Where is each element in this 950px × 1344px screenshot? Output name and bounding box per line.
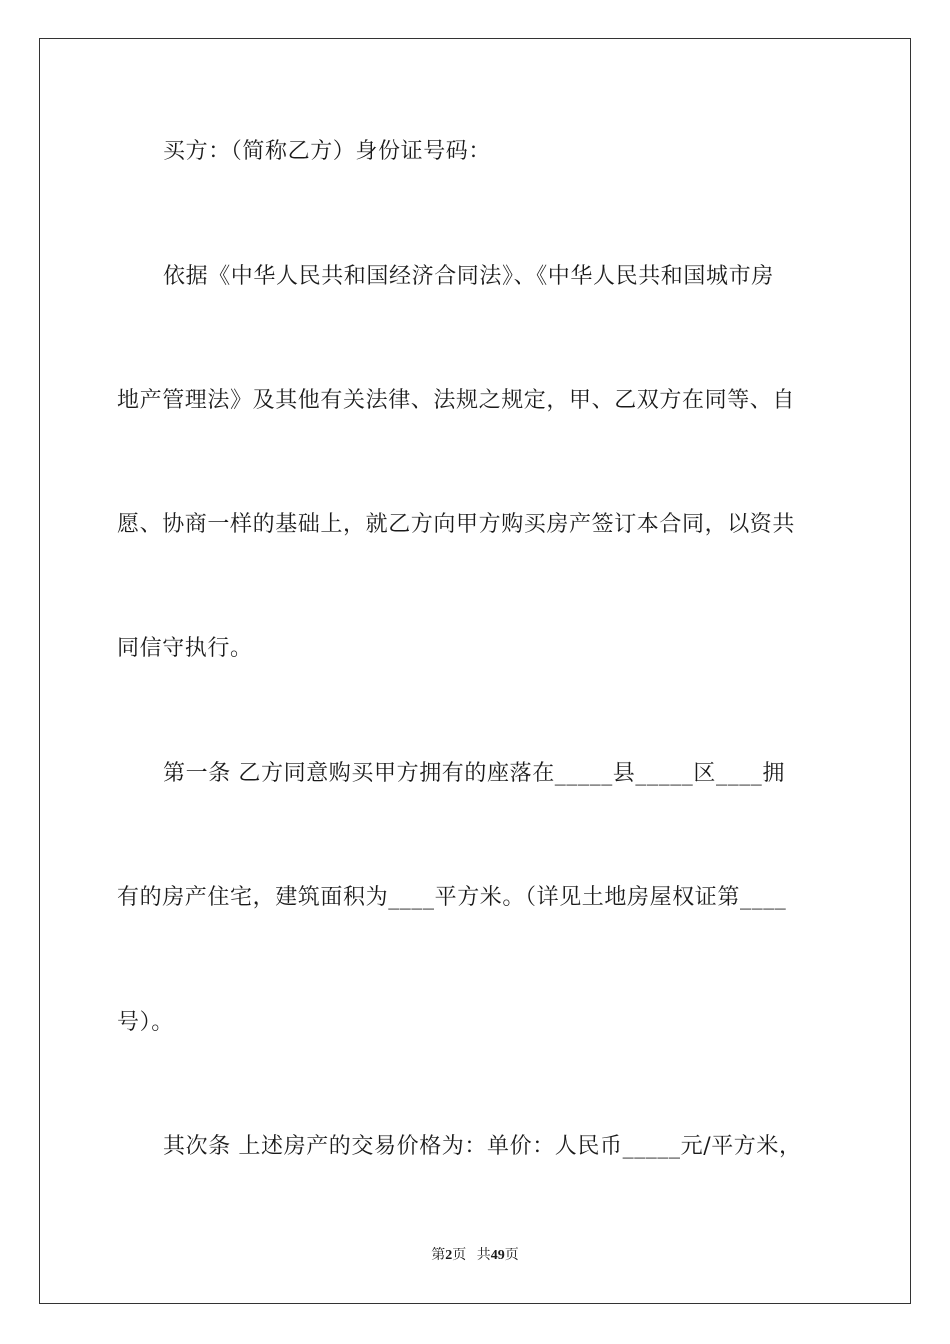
footer-total-pages: 49 [490,1248,505,1263]
page-footer [0,1247,950,1265]
article-one-line: 第一条 乙方同意购买甲方拥有的座落在_____县_____区____拥 [163,761,785,786]
page-border [39,38,911,1304]
footer-total-suffix: 页 [504,1248,519,1263]
footer-page-number: 2 [445,1248,453,1263]
buyer-line: 买方：（简称乙方）身份证号码： [163,139,492,164]
paragraph-line: 依据《中华人民共和国经济合同法》、《中华人民共和国城市房 [163,264,774,289]
paragraph-line: 愿、协商一样的基础上，就乙方向甲方购买房产签订本合同，以资共 [117,512,796,537]
paragraph-line: 地产管理法》及其他有关法律、法规之规定，甲、乙双方在同等、自 [117,388,796,413]
paragraph-line: 同信守执行。 [117,636,253,661]
article-one-line: 号）。 [117,1010,174,1035]
footer-total-prefix: 共 [476,1248,491,1263]
footer-page-suffix: 页 [452,1248,467,1263]
footer-page-prefix: 第 [431,1248,446,1263]
article-two-line: 其次条 上述房产的交易价格为：单价：人民币_____元/平方米， [163,1134,802,1159]
article-one-line: 有的房产住宅，建筑面积为____平方米。（详见土地房屋权证第____ [117,885,787,910]
